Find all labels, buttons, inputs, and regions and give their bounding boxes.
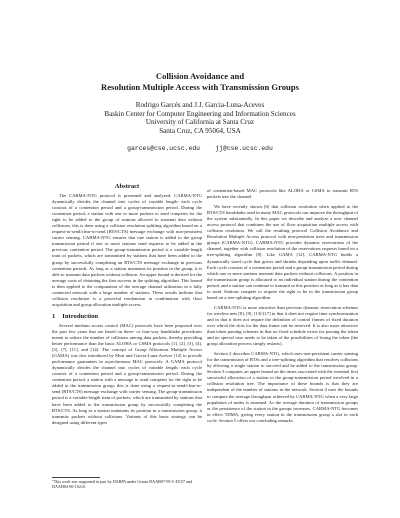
intro-section-number: 1 [52,312,56,320]
author-names: Rodrigo Garcés and J.J. Garcia-Luna-Aceves [135,101,265,109]
footnote [52,479,202,490]
abstract-heading: Abstract [114,183,140,190]
author-block [0,101,400,136]
intro-text: Several medium access control (MAC) protocols have been proposed over the past few years that are based on three- or four-way handshake procedures meant to reduce the number of collisions among data packets, thereby providing better performance than the basic ALOHA or CSMA protocols [1], [2], [3], [4], [5], [7], [11], and [14]. The concept of Group Allocation Multiple Access (GAMA) was first introduced by Muir and Garcia-Luna-Aceves [12] to provide performance guarantees in asynchronous MAC protocols. A GAMA protocol dynamically divides the channel into cycles of variable length; each cycle consists of a contention period and a group-transmission period. During the contention period, a station with a message to send competes for the right to be added to the transmission group; this is done using a request-to-send/clear-to-send (RTS/CTS) message exchange with carrier sensing. The group-transmission period is a variable-length train of packets, which are transmitted by stations that have been added to the transmission group by successfully completing the RTS/CTS. As long as a station maintains its position in a transmission group, it transmits packets without collisions. Variants of this basic strategy can be designed using different types [52,322,202,425]
affiliation-line2: University of California at Santa Cruz [145,118,255,127]
affiliation-line1: Baskin Center for Computer Engineering and Information Sciences [104,109,296,118]
intro-heading [52,313,202,320]
right-paragraph-4: Section 2 describes CARMA-NTG, which uses non-persistent carrier sensing for the transmission of RTSs and a tree-splitting algorithm that resolves collisions by allowing a single station to succeed and be added to the transmission group. Section 3 computes an upper bound on the times associated with the eventual first successful allocation of a station to the group-transmission period involved in a collision resolution tree. The importance of these bounds is that they are independent of the number of stations in the network. Section 4 uses the bounds to compute the average throughput achieved by CARMA-NTG when a very large population of nodes is assumed. As the average duration of transmission groups or the persistence of the station in the groups increases, CARMA-NTG becomes in effect TDMA, giving every station in the transmission group a slot in each cycle. Section 5 offers our concluding remarks. [207,351,358,423]
paper-title-line2: Resolution Multiple Access with Transmission Groups [101,82,299,92]
intro-section-title: Introduction [62,312,99,320]
footnote-text: This work was supported in part by DARPA under Grants DAAB07-95-C-D157 and DAAH04-96-10210. [52,479,192,490]
footnote-mark: * [52,479,54,483]
right-column [207,188,358,424]
author-emails: garces@cse.ucsc.edu jj@cse.ucsc.edu [127,145,273,152]
right-paragraph-3: CARMA-NTG is more attractive than previous dynamic reservation schemes for wireless nets [8], [9], [13]-[17] in that it does not require time synchronization and in that it does not require the definition of control frames of fixed duration over which the slots for the data frame can be reserved. It is also more attractive than token passing schemes in that no fixed schedule exists for passing the token and no special case needs to be taken of the possibilities of losing the token (the group allocation process simply restarts). [207,304,358,347]
abstract-text: The CARMA-NTG protocol is presented and analyzed. CARMA-NTG dynamically divides the channel into cycles of variable length; each cycle consists of a contention period and a group-transmission period. During the contention period, a station with one or more packets to send competes for the right to be added to the group of stations allowed to transmit data without collisions; this is done using a collision resolution splitting algorithm based on a request-to-send/clear-to-send (RTS/CTS) message exchange with non-persistent carrier sensing. CARMA-NTG ensures that one station is added to the group transmission period if one or more stations send requests to be added in the previous contention period. The group-transmission period is a variable-length train of packets, which are transmitted by stations that have been added to the group by successfully completing an RTS/CTS message exchange in previous contention periods. As long as a station maintains its position in the group, it is able to transmit data packets without collision. An upper bound is derived for the average costs of obtaining the first success in the splitting algorithm. This bound is then applied to the computation of the average channel utilization in a fully connected network with a large number of stations. These results indicate that collision resolution is a powerful mechanism in combination with floor acquisition and group allocation multiple access. [52,193,202,307]
left-column [52,183,202,426]
paper-title [0,71,400,93]
affiliation-line3: Santa Cruz, CA 95064, USA [159,127,241,136]
right-paragraph-2: We have recently shown [6] that collision resolution when applied to the RTS/CTS handshake used in many MAC protocols can improve the throughput of the system substantially. In this paper we describe and analyze a new channel access protocol that combines the use of floor acquisition multiple access with collision resolution. We call the resulting protocol Collision Avoidance and Resolution Multiple Access protocol with non-persistent trees and transmission groups (CARMA-NTG). CARMA-NTG provides dynamic reservations of the channel, together with collision resolution of the reservations requests based on a tree-splitting algorithm [8]. Like GAMA [12], CARMA-NTG builds a dynamically sized cycle that grows and shrinks depending upon traffic demand. Each cycle consists of a contention period and a group-transmission period during which one or more stations transmit data packets without collisions. A position in the transmission group is allocated to an individual station during the contention period, and a station can continue to transmit in this position as long as it has data to send. Stations compete to acquire the right to be in the transmission group based on a tree-splitting algorithm. [207,204,358,300]
footnote-rule [52,477,100,478]
paper-title-line1: Collision Avoidance and [155,71,245,81]
right-paragraph-1: of contention-based MAC protocols like ALOHA or CSMA to transmit RTS packets into the channel. [207,188,358,200]
